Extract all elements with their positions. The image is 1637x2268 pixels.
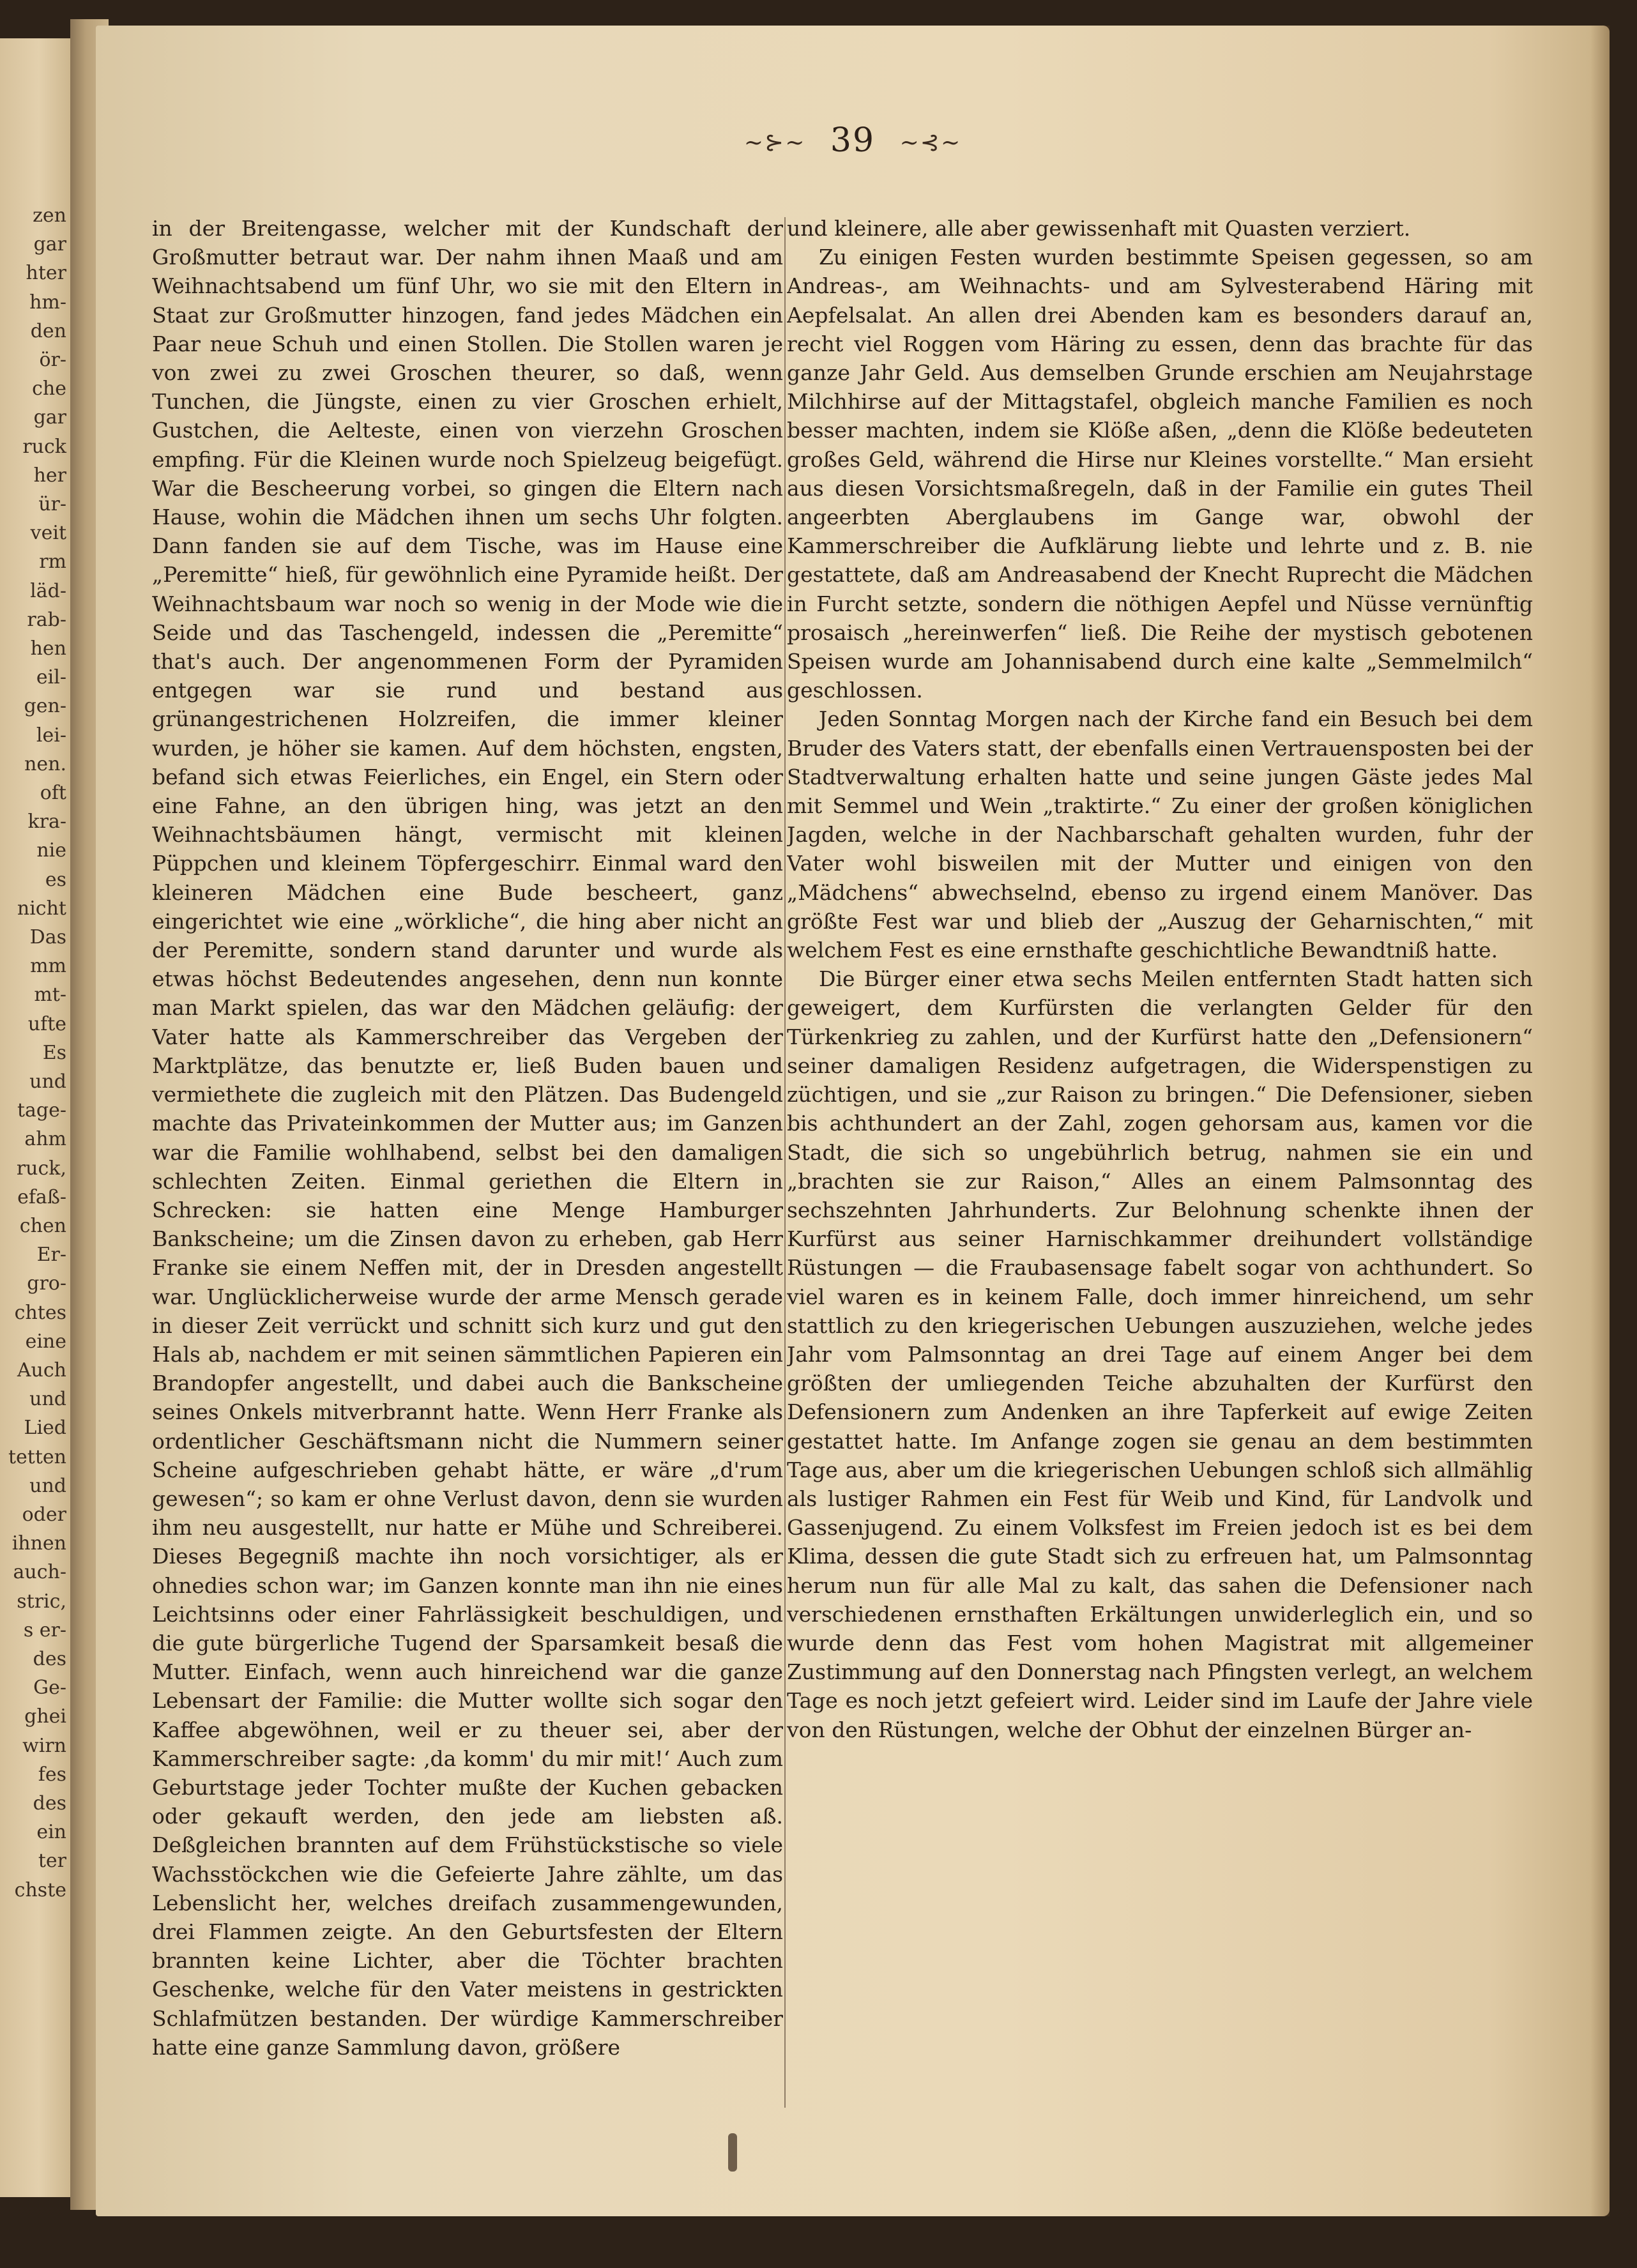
paragraph: in der Breitengasse, welcher mit der Kundschaft der Großmutter betraut war. Der nahm ihnen Maaß und am Weihnachtsabend um fünf Uhr, wo sie mit den Eltern in Staat zur Großmutter hinzogen, fand jedes Mädchen ein Paar neue Schuh und einen Stollen. Die Stollen waren je von zwei zu zwei Groschen theurer, so daß, wenn Tunchen, die Jüngste, einen zu vier Groschen erhielt, Gustchen, die Aelteste, einen von vierzehn Groschen empfing. Für die Kleinen wurde noch Spielzeug beigefügt. War die Bescheerung vorbei, so gingen die Eltern nach Hause, wohin die Mädchen ihnen um sechs Uhr folgten. Dann fanden sie auf dem Tische, was im Hause eine „Peremitte“ hieß, für gewöhnlich eine Pyramide heißt. Der Weihnachtsbaum war noch so wenig in der Mode wie die Seide und das Taschengeld, indessen die „Peremitte“ that's auch. Der angenommenen Form der Pyramiden entgegen war sie rund und bestand aus grünangestrichenen Holzreifen, die immer kleiner wurden, je höher sie kamen. Auf dem höchsten, engsten, befand sich etwas Feierliches, ein Engel, ein Stern oder eine Fahne, an den übrigen hing, was jetzt an den Weihnachtsbäumen hängt, vermischt mit kleinen Püppchen und kleinem Töpfergeschirr. Einmal ward den kleineren Mädchen eine Bude bescheert, ganz eingerichtet wie eine „wörkliche“, die hing aber nicht an der Peremitte, sondern stand darunter und wurde als etwas höchst Bedeutendes angesehen, denn nun konnte man Markt spielen, das war den Mädchen geläufig: der Vater hatte als Kammerschreiber das Vergeben der Marktplätze, das benutzte er, ließ Buden bauen und vermiethete die zugleich mit den Plätzen. Das Budengeld machte das Privateinkommen der Mutter aus; im Ganzen war die Familie wohlhabend, selbst bei den damaligen schlechten Zeiten. Einmal geriethen die Eltern in Schrecken: sie hatten eine Menge Hamburger Bankscheine; um die Zinsen davon zu erheben, gab Herr Franke sie einem Neffen mit, der in Dresden angestellt war. Unglücklicherweise wurde der arme Mensch gerade in dieser Zeit verrückt und schnitt sich kurz und gut den Hals ab, nachdem er mit seinen sämmtlichen Papieren ein Brandopfer angestellt, und dabei auch die Bankscheine seines Onkels mitverbrannt hatte. Wenn Herr Franke als ordentlicher Geschäftsmann nicht die Nummern seiner Scheine aufgeschrieben gehabt hätte, er wäre „d'rum gewesen“; so kam er ohne Verlust davon, denn sie wurden ihm neu ausgestellt, nur hatte er Mühe und Schreiberei. Dieses Begegniß machte ihn noch vorsichtiger, als er ohnedies schon war; im Ganzen konnte man ihn nie eines Leichtsinns oder einer Fahrlässigkeit beschuldigen, und die gute bürgerliche Tugend der Sparsamkeit besaß die Mutter. Einfach, wenn auch hinreichend war die ganze Lebensart der Familie: die Mutter wollte sich sogar den Kaffee abgewöhnen, weil er zu theuer sei, aber der Kammerschreiber sagte: ‚da komm' du mir mit!‘ Auch zum Geburtstage jeder Tochter mußte der Kuchen gebacken oder gekauft werden, den jede am liebsten aß. Deßgleichen brannten auf dem Frühstückstische so viele Wachsstöckchen wie die Gefeierte Jahre zählte, um das Lebenslicht her, welches dreifach zusammengewunden, drei Flammen zeigte. An den Geburtsfesten der Eltern brannten keine Lichter, aber die Töchter brachten Geschenke, welche für den Vater meistens in gestrickten Schlafmützen bestanden. Der würdige Kammerschreiber hatte eine ganze Sammlung davon, größere bbox=[152, 216, 783, 2060]
margin-fragment: läd- bbox=[30, 579, 66, 602]
paragraph: und kleinere, alle aber gewissenhaft mit Quasten verziert. bbox=[787, 216, 1411, 241]
margin-fragment: gar bbox=[33, 406, 66, 429]
margin-fragment: rm bbox=[39, 551, 66, 574]
margin-fragment: ihnen bbox=[11, 1532, 66, 1555]
paragraph: Zu einigen Festen wurden bestimmte Speisen gegessen, so am Andreas-, am Weihnachts- und am Sylvesterabend Häring mit Aepfelsalat. An allen drei Abenden kam es besonders darauf an, recht viel Roggen vom Häring zu essen, denn das brachte für das ganze Jahr Geld. Aus demselben Grunde erschien am Neujahrstage Milchhirse auf der Mittagstafel, obgleich manche Familien es noch besser machten, indem sie Klöße aßen, „denn die Klöße bedeuteten großes Geld, während die Hirse nur Kleines vorstellte.“ Man ersieht aus diesen Vorsichtsmaßregeln, daß in der Familie ein gutes Theil angeerbten Aberglaubens im Gange war, obwohl der Kammerschreiber die Aufklärung liebte und lehrte und z. B. nie gestattete, daß am Andreasabend der Knecht Ruprecht die Mädchen in Furcht setzte, sondern die nöthigen Aepfel und Nüsse vernünftig prosaisch „hereinwerfen“ ließ. Die Reihe der mystisch gebotenen Speisen wurde am Johannisabend durch eine kalte „Semmelmilch“ geschlossen. bbox=[787, 245, 1533, 703]
margin-fragment: ruck, bbox=[16, 1157, 66, 1180]
margin-fragment: nicht bbox=[17, 897, 66, 920]
margin-fragment: efaß- bbox=[17, 1185, 66, 1208]
margin-fragment: oft bbox=[40, 782, 66, 804]
ornament-right-icon: ~⊰~ bbox=[899, 130, 962, 156]
margin-fragment: hm- bbox=[29, 291, 66, 314]
margin-fragment: Lied bbox=[24, 1417, 66, 1440]
margin-fragment: chen bbox=[19, 1215, 66, 1237]
margin-fragment: Auch bbox=[17, 1359, 66, 1381]
margin-fragment: den bbox=[30, 319, 66, 342]
paragraph: Die Bürger einer etwa sechs Meilen entfernten Stadt hatten sich geweigert, dem Kurfürsten die verlangten Gelder für den Türkenkrieg zu zahlen, und der Kurfürst hatte den „Defensionern“ seiner damaligen Residenz aufgetragen, die Widerspenstigen zu züchtigen, und sie „zur Raison zu bringen.“ Die Defensioner, sieben bis achthundert an der Zahl, zogen gehorsam aus, kamen vor die Stadt, die sich so ungebührlich betrug, nahmen sie ein und „brachten sie zur Raison,“ Alles an einem Palmsonntag des sechszehnten Jahrhunderts. Zur Belohnung schenkte ihnen der Kurfürst aus seiner Harnischkammer dreihundert vollständige Rüstungen — die Fraubasensage fabelt sogar von achthundert. So viel waren es in keinem Falle, doch immer hinreichend, um sehr stattlich zu den kriegerischen Uebungen auszuziehen, welche jedes Jahr vom Palmsonntag an drei Tage auf einem Anger bei dem größten der umliegenden Teiche abzuhalten der Kurfürst den Defensionern zum Andenken an ihre Tapferkeit auf ewige Zeiten gestattet hatte. Im Anfange zogen sie genau an dem bestimmten Tage aus, aber um die kriegerischen Uebungen schloß sich allmählig als lustiger Rahmen ein Fest für Weib und Kind, für Landvolk und Gassenjugend. Zu einem Volksfest im Freien jedoch ist es bei dem Klima, dessen die gute Stadt sich zu erfreuen hat, um Palmsonntag herum nun für alle Mal zu kalt, das sahen die Defensioner nach verschiedenen ernsthaften Erkältungen unwiderleglich ein, und so wurde denn das Fest vom hohen Magistrat mit allgemeiner Zustimmung auf den Donnerstag nach Pfingsten verlegt, an welchem Tage es noch jetzt gefeiert wird. Leider sind im Laufe der Jahre viele von den Rüstungen, welche der Obhut der einzelnen Bürger an- bbox=[787, 966, 1533, 1742]
margin-fragment: mt- bbox=[34, 984, 66, 1007]
margin-fragment: kra- bbox=[27, 811, 66, 833]
margin-fragment: es bbox=[45, 868, 66, 891]
margin-fragment: Ge- bbox=[33, 1677, 66, 1700]
text-column-right bbox=[787, 214, 1533, 2104]
margin-fragment: chtes bbox=[14, 1301, 66, 1324]
margin-fragment: her bbox=[33, 464, 66, 487]
margin-fragment: nen. bbox=[24, 752, 66, 775]
margin-fragment: des bbox=[33, 1792, 66, 1815]
margin-fragment: ür- bbox=[38, 493, 66, 515]
margin-fragment: ein bbox=[36, 1821, 66, 1844]
margin-fragment: ufte bbox=[27, 1012, 66, 1035]
page-number: 39 bbox=[830, 121, 876, 160]
margin-fragment: zen bbox=[33, 204, 66, 227]
margin-fragment: und bbox=[29, 1388, 66, 1411]
margin-fragment: fes bbox=[38, 1763, 66, 1786]
margin-fragment: Es bbox=[42, 1041, 66, 1064]
margin-fragment: ör- bbox=[39, 349, 66, 371]
margin-fragment: nie bbox=[36, 839, 66, 862]
text-column-left bbox=[152, 214, 783, 2104]
margin-fragment: che bbox=[32, 377, 66, 400]
margin-fragment: stric, bbox=[17, 1590, 66, 1613]
margin-fragment: auch- bbox=[13, 1561, 66, 1584]
paragraph: Jeden Sonntag Morgen nach der Kirche fand ein Besuch bei dem Bruder des Vaters statt, der ebenfalls einen Vertrauensposten bei der Stadtverwaltung erhalten hatte und seine jungen Gäste jedes Mal mit Semmel und Wein „traktirte.“ Zu einer der großen königlichen Jagden, welche in der Nachbarschaft gehalten wurden, fuhr der Vater wohl bisweilen mit der Mutter und einigen von den „Mädchens“ abwechselnd, ebenso zu irgend einem Manöver. Das größte Fest war und blieb der „Auszug der Geharnischten,“ mit welchem Fest es eine ernsthafte geschichtliche Bewandtniß hatte. bbox=[787, 706, 1533, 963]
margin-fragment: tage- bbox=[17, 1099, 66, 1122]
margin-fragment: Das bbox=[29, 926, 66, 948]
margin-fragment: und bbox=[29, 1070, 66, 1093]
margin-fragment: gen- bbox=[24, 695, 66, 718]
margin-fragment: hen bbox=[30, 637, 66, 660]
margin-fragment: wirn bbox=[22, 1734, 66, 1757]
margin-fragment: des bbox=[33, 1648, 66, 1670]
book-page bbox=[96, 26, 1610, 2216]
column-divider bbox=[784, 217, 786, 2108]
margin-fragment: oder bbox=[22, 1503, 66, 1526]
margin-fragment: eine bbox=[25, 1330, 66, 1353]
margin-fragment: Er- bbox=[36, 1244, 66, 1267]
previous-page-edge bbox=[0, 38, 70, 2197]
margin-fragment: chste bbox=[14, 1878, 66, 1901]
margin-fragment: ahm bbox=[24, 1128, 66, 1151]
page-header bbox=[96, 121, 1610, 160]
margin-fragment: lei- bbox=[36, 724, 66, 747]
margin-fragment: mm bbox=[30, 955, 66, 978]
ornament-left-icon: ~⊱~ bbox=[743, 130, 806, 156]
margin-fragment: und bbox=[29, 1474, 66, 1497]
margin-fragment: ter bbox=[38, 1850, 66, 1873]
ink-stain bbox=[728, 2133, 737, 2172]
margin-fragment: rab- bbox=[27, 608, 66, 631]
margin-fragment: tetten bbox=[8, 1445, 66, 1468]
margin-fragment: veit bbox=[30, 522, 66, 545]
margin-fragment: s er- bbox=[23, 1618, 66, 1641]
margin-fragment: ruck bbox=[22, 435, 66, 458]
margin-fragment: gro- bbox=[27, 1272, 66, 1295]
margin-fragment: eil- bbox=[36, 666, 66, 689]
margin-fragment: gar bbox=[33, 233, 66, 256]
margin-fragment: ghei bbox=[24, 1705, 66, 1728]
margin-fragment: hter bbox=[26, 262, 66, 285]
